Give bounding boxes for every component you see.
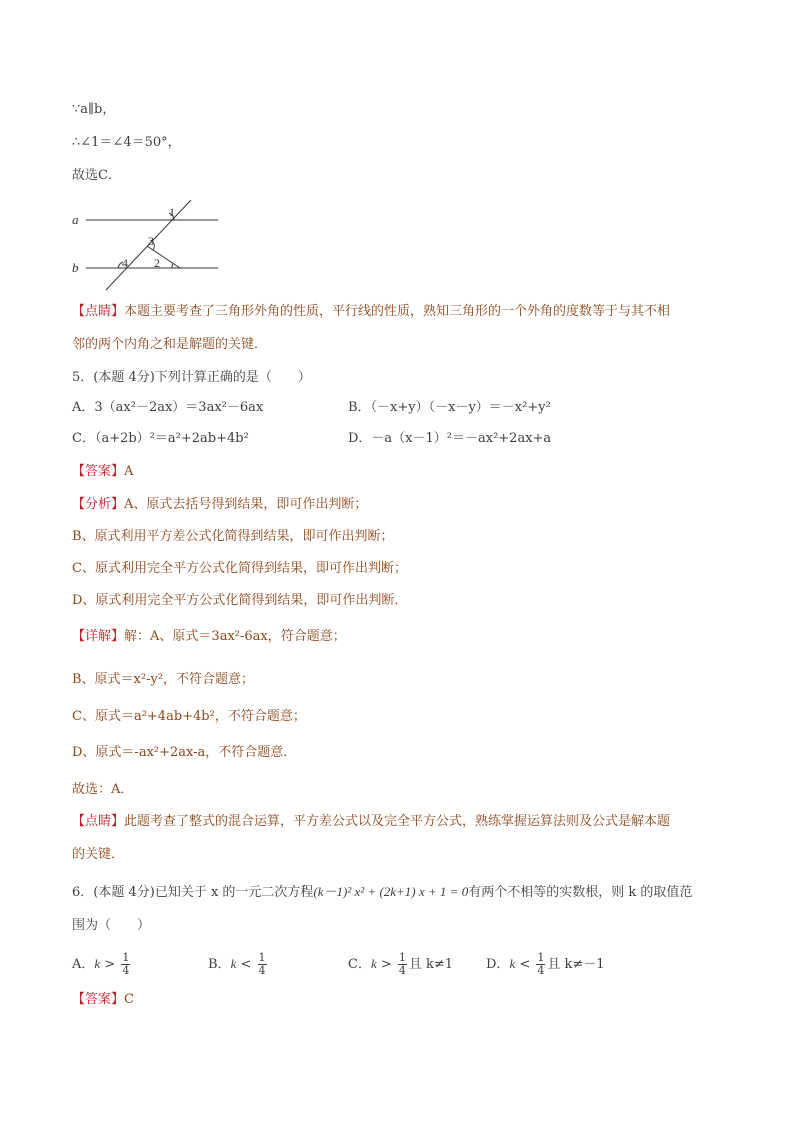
- parallel-lines-figure: [66, 200, 226, 295]
- q5-comment-line-2: 的关键．: [72, 847, 125, 862]
- q5-detail-line-4: D、原式＝-ax²+2ax-a，不符合题意．: [72, 745, 297, 760]
- q5-comment-line-1: 【点睛】此题考查了整式的混合运算，平方差公式以及完全平方公式，熟练掌握运算法则及公式是解本题: [72, 814, 671, 829]
- q6-equation: (k－1)² x² + (2k+1) x + 1 = 0: [313, 884, 469, 899]
- reason-line-1: ∵a∥b，: [72, 102, 116, 117]
- q6-stem-line-1: 6．(本题 4分)已知关于 x 的一元二次方程(k－1)² x² + (2k+1) x + 1 = 0有两个不相等的实数根，则 k 的取值范: [72, 884, 693, 900]
- q6-stem-line-2: 围为（ ）: [72, 918, 151, 933]
- comment-1-line-2: 邻的两个内角之和是解题的关键．: [72, 337, 268, 352]
- triangle-side: [147, 246, 180, 268]
- q5-analysis-line-3: C、原式利用完全平方公式化简得到结果，即可作出判断；: [72, 561, 407, 576]
- q5-analysis-tag: 【分析】: [72, 497, 125, 512]
- q5-comment-tag: 【点睛】: [72, 814, 125, 829]
- q6-option-d: D．k < $\frac{1}{4}$ 且 k≠－1: [486, 951, 605, 977]
- q5-detail-tag: 【详解】: [72, 629, 125, 644]
- q5-option-b: B．（－x+y）（－x－y）＝－x²+y²: [348, 400, 551, 415]
- q5-detail-line-3: C、原式＝a²+4ab+4b²，不符合题意；: [72, 709, 306, 724]
- q5-option-c: C．（a+2b）²＝a²+2ab+4b²: [72, 431, 249, 446]
- q6-option-c-frac: $\frac{1}{4}$: [398, 951, 406, 977]
- q5-detail-line-2: B、原式＝x²-y²，不符合题意；: [72, 672, 255, 687]
- q5-answer-tag: 【答案】: [72, 464, 125, 479]
- q6-option-a: A．k > $\frac{1}{4}$: [72, 951, 130, 977]
- q5-detail-line-1: 【详解】解：A、原式＝3ax²-6ax，符合题意；: [72, 629, 346, 644]
- angle-1-label: 1: [169, 205, 175, 219]
- q5-stem: 5．(本题 4分)下列计算正确的是（ ）: [72, 370, 311, 385]
- angle-2-label: 2: [154, 256, 160, 270]
- q6-option-b: B．k < $\frac{1}{4}$: [208, 951, 266, 977]
- angle-4-label: 4: [122, 256, 128, 270]
- q5-analysis-line-1: 【分析】A、原式去括号得到结果，即可作出判断；: [72, 497, 368, 512]
- q5-option-a: A．3（ax²－2ax）＝3ax²－6ax: [72, 400, 264, 415]
- q6-answer: 【答案】C: [72, 992, 134, 1007]
- q6-option-b-frac: $\frac{1}{4}$: [258, 951, 266, 977]
- q5-analysis-line-2: B、原式利用平方差公式化简得到结果，即可作出判断；: [72, 529, 394, 544]
- angle-3-label: 3: [148, 234, 154, 248]
- q5-analysis-line-4: D、原式利用完全平方公式化简得到结果，即可作出判断．: [72, 593, 408, 608]
- q6-option-a-frac: $\frac{1}{4}$: [122, 951, 130, 977]
- q6-option-c: C．k > $\frac{1}{4}$ 且 k≠1: [348, 951, 454, 977]
- comment-1-tag: 【点睛】: [72, 304, 125, 319]
- q5-choose: 故选：A．: [72, 782, 134, 797]
- choice-line: 故选C．: [72, 168, 121, 183]
- q5-option-d: D．－a（x－1）²＝－ax²+2ax+a: [348, 431, 552, 446]
- q6-answer-tag: 【答案】: [72, 992, 125, 1007]
- comment-1-line-1: 【点睛】本题主要考查了三角形外角的性质，平行线的性质，熟知三角形的一个外角的度数等于与其不相: [72, 304, 671, 319]
- label-a: a: [72, 212, 79, 227]
- label-b: b: [72, 260, 79, 275]
- angle-2-arc: [172, 263, 173, 268]
- reason-line-2: ∴∠1＝∠4＝50°，: [72, 135, 181, 150]
- q5-answer: 【答案】A: [72, 464, 134, 479]
- q6-option-d-frac: $\frac{1}{4}$: [537, 951, 545, 977]
